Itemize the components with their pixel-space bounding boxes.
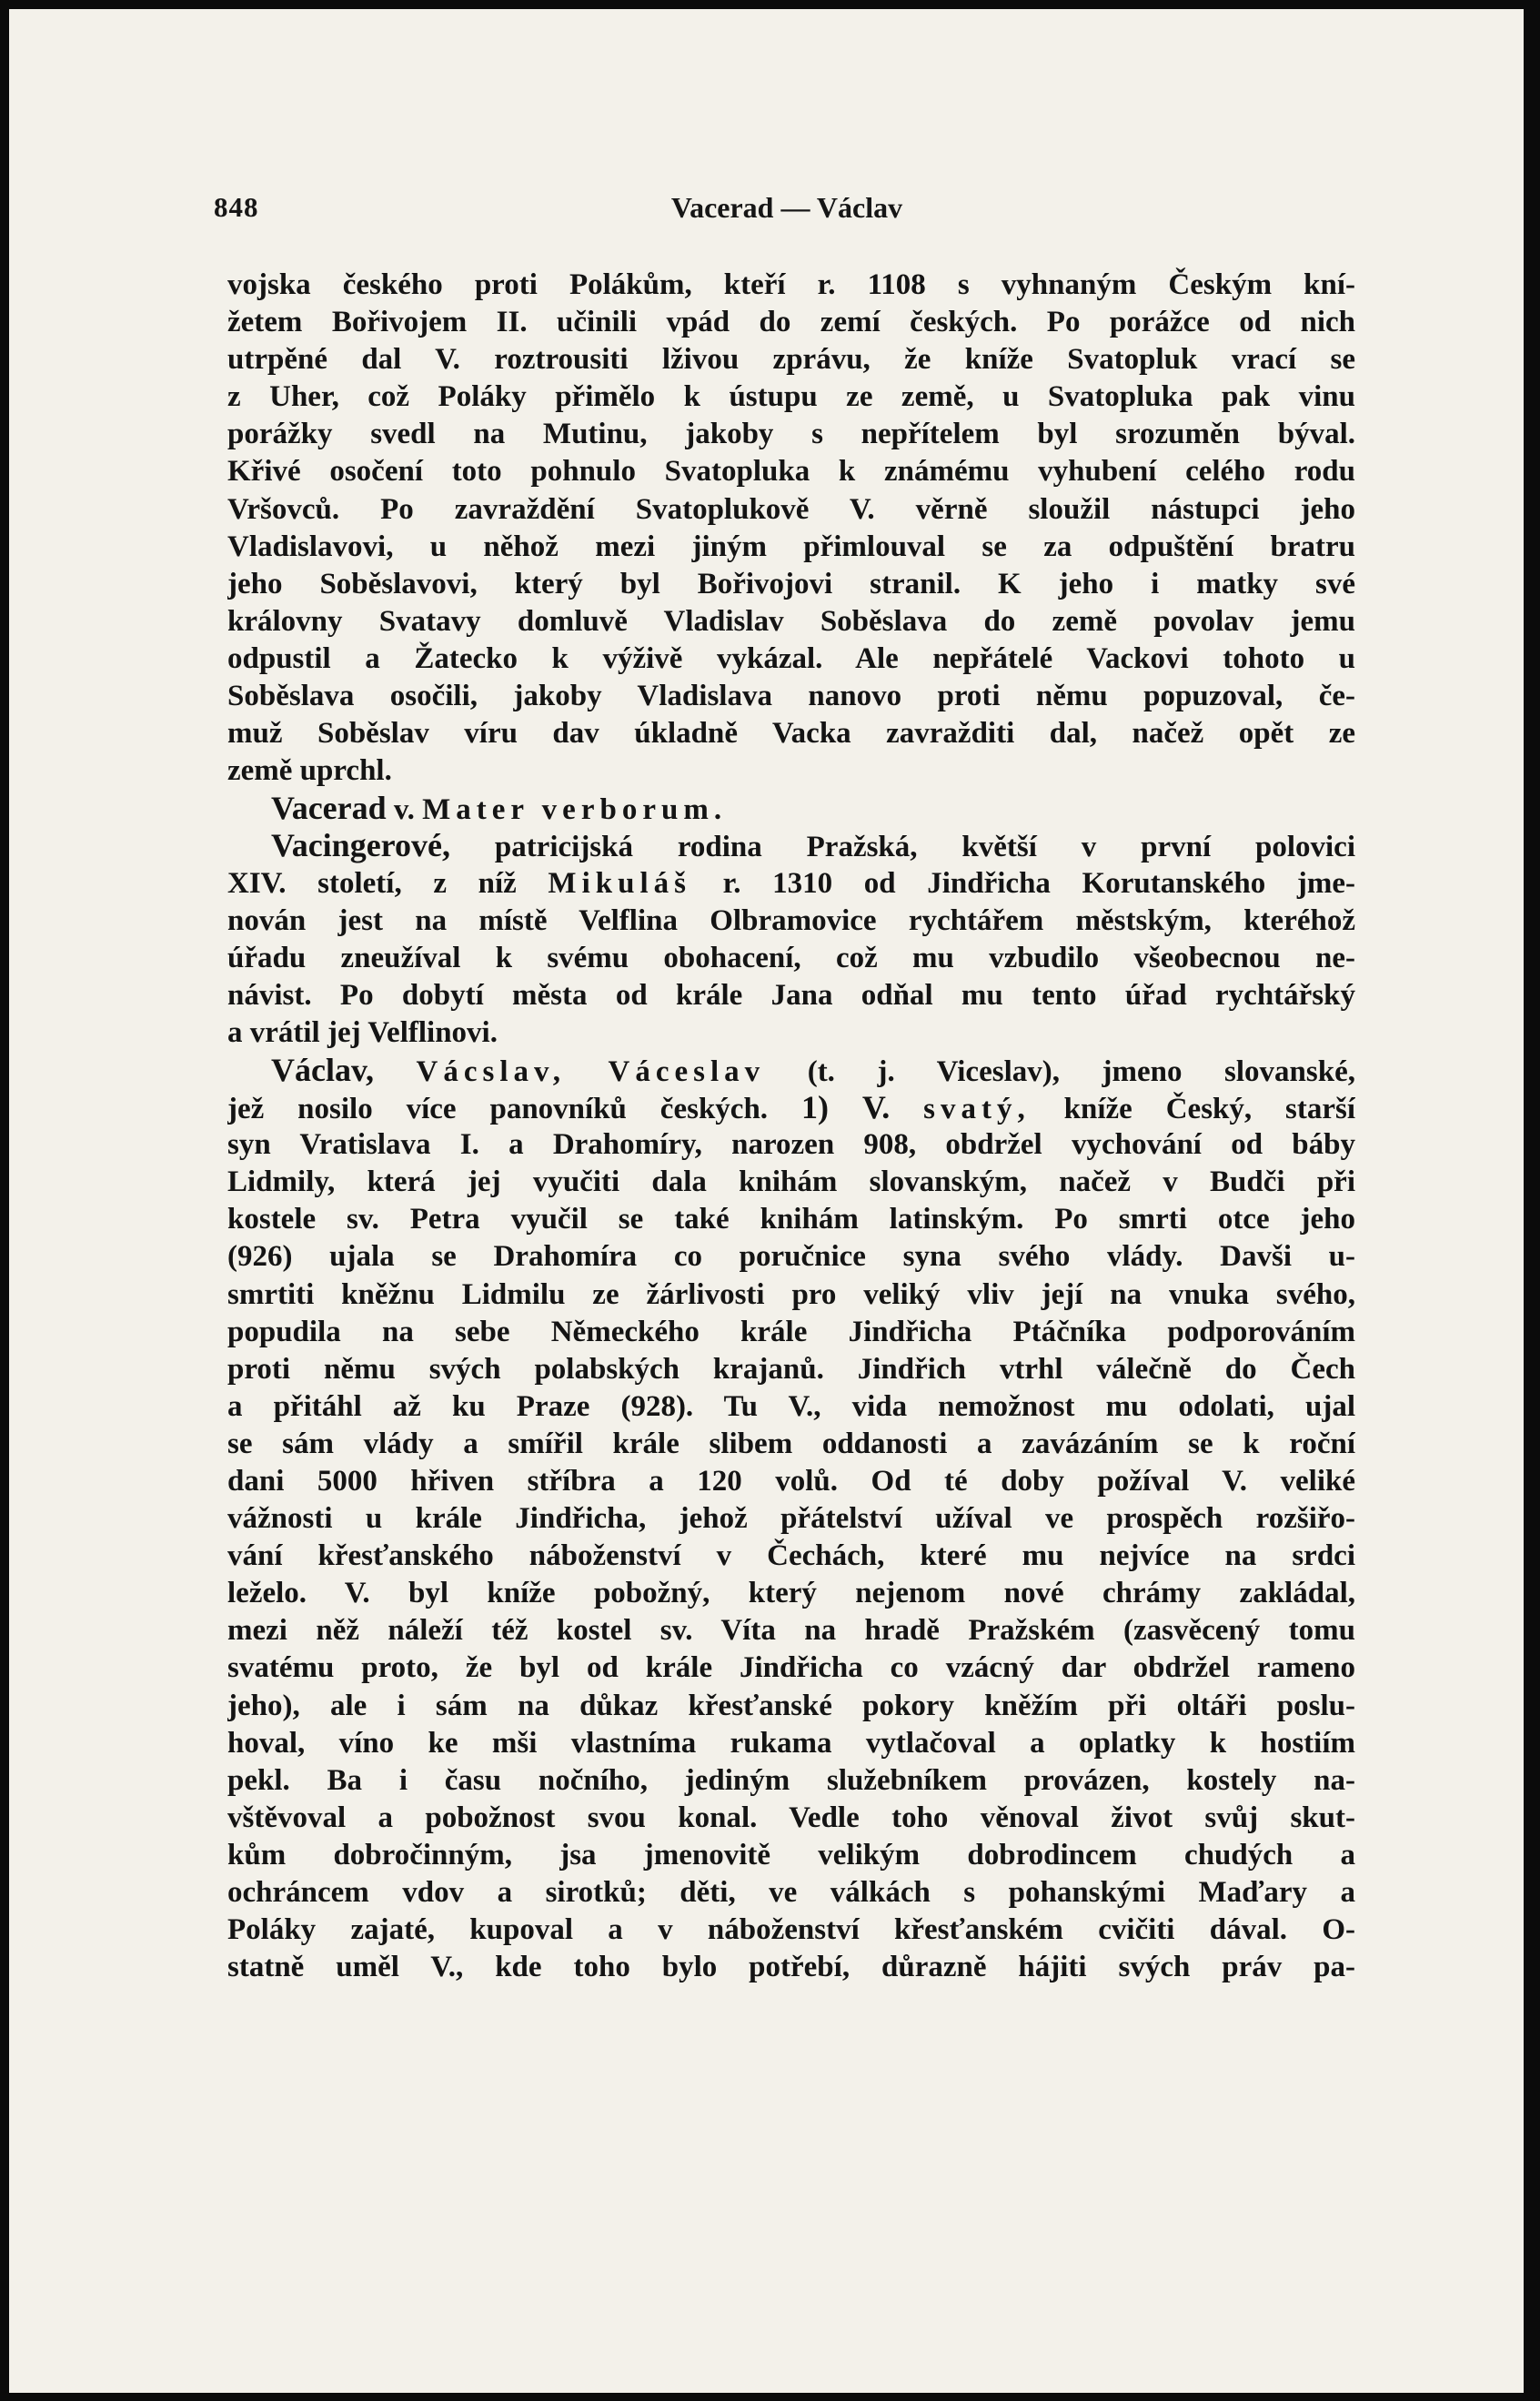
text-line: svatému proto, že byl od krále Jindřicha co vzácný dar obdržel rameno (227, 1651, 1355, 1685)
text-line: kostele sv. Petra vyučil se také knihám latinským. Po smrti otce jeho (227, 1203, 1355, 1236)
entry-term: Václav, (271, 1051, 374, 1088)
text-span: jež nosilo více panovníků českých. (227, 1093, 769, 1126)
text-line: Vladislavovi, u něhož mezi jiným přimlouval se za odpuštění bratru (227, 530, 1355, 563)
text-line: odpustil a Žatecko k výživě vykázal. Ale nepřátelé Vackovi tohoto u (227, 641, 1355, 675)
section-number: 1) (800, 1089, 829, 1126)
text-span: (t. j. Viceslav), jmeno slovanské, (807, 1054, 1355, 1088)
text-line: syn Vratislava I. a Drahomíry, narozen 908, obdržel vychování od báby (227, 1128, 1355, 1162)
text-line: mezi něž náleží též kostel sv. Víta na hradě Pražském (zasvěcený tomu (227, 1614, 1355, 1648)
text-line: vání křesťanského náboženství v Čechách, které mu nejvíce na srdci (227, 1539, 1355, 1573)
text-line: ochráncem vdov a sirotků; děti, ve válkách s pohanskými Maďary a (227, 1876, 1355, 1910)
text-line: nován jest na místě Velflina Olbramovice rychtářem městským, kteréhož (227, 903, 1355, 937)
paragraph-vacek-continuation (227, 267, 1355, 790)
text-line: popudila na sebe Německého krále Jindřicha Ptáčníka podporováním (227, 1315, 1355, 1348)
text-line: a vrátil jej Velflinovi. (227, 1015, 498, 1049)
text-line: návist. Po dobytí města od krále Jana odňal mu tento úřad rychtářský (227, 978, 1355, 1012)
cross-reference: Mater verborum. (422, 793, 728, 827)
text-line: a přitáhl až ku Praze (928). Tu V., vida nemožnost mu odolati, ujal (227, 1389, 1355, 1423)
text-line: úřadu zneužíval k svému obohacení, což mu vzbudilo všeobecnou ne- (227, 941, 1355, 974)
text-line: muž Soběslav víru dav úkladně Vacka zavražditi dal, načež opět ze (227, 717, 1355, 751)
abbrev-v: V. (861, 1089, 891, 1126)
text-line: statně uměl V., kde toho bylo potřebí, důrazně hájiti svých práv pa- (227, 1951, 1355, 1984)
text-span: kníže Český, starší (1063, 1093, 1355, 1126)
text-span: patricijská rodina Pražská, květší v první polovici (494, 831, 1355, 864)
text-line (227, 827, 1355, 864)
text-line: vojska českého proti Polákům, kteří r. 1108 s vyhnaným Českým kní- (227, 268, 1355, 301)
text-line: utrpěné dal V. roztrousiti lživou zprávu, že kníže Svatopluk vrací se (227, 343, 1355, 377)
see-abbrev: v. (393, 793, 415, 827)
entry-term: Vacerad (271, 790, 387, 827)
text-line: vštěvoval a pobožnost svou konal. Vedle toho věnoval život svůj skut- (227, 1801, 1355, 1834)
book-page (9, 9, 1524, 2393)
text-line: porážky svedl na Mutinu, jakoby s nepřítelem byl srozuměn býval. (227, 418, 1355, 451)
running-title: Vacerad — Václav (670, 191, 903, 224)
text-line: Soběslava osočili, jakoby Vladislava nanovo proti němu popuzoval, če- (227, 680, 1355, 713)
text-line: leželo. V. byl kníže pobožný, který nejenom nové chrámy zakládal, (227, 1577, 1355, 1610)
text-line: královny Svatavy domluvě Vladislav Soběslava do země povolav jemu (227, 604, 1355, 638)
text-line: kům dobročinným, jsa jmenovitě velikým dobrodincem chudých a (227, 1838, 1355, 1871)
page-number: 848 (214, 191, 259, 223)
text-line: Křivé osočení toto pohnulo Svatopluka k známému vyhubení celého rodu (227, 455, 1355, 489)
text-line: (926) ujala se Drahomíra co poručnice syna svého vlády. Davši u- (227, 1240, 1355, 1274)
entry-vacerad (227, 790, 1355, 827)
text-line: Vršovců. Po zavraždění Svatoplukově V. věrně sloužil nástupci jeho (227, 492, 1355, 526)
text-line: pekl. Ba i času nočního, jediným služebníkem provázen, kostely na- (227, 1763, 1355, 1797)
page-header (214, 191, 1360, 227)
entry-term: Vacingerové, (271, 827, 450, 864)
text-line: smrtiti kněžnu Lidmilu ze žárlivosti pro veliký vliv její na vnuka svého, (227, 1277, 1355, 1311)
name-variant: Vácslav, (416, 1054, 566, 1088)
text-line: jeho), ale i sám na důkaz křesťanské pokory kněžím při oltáři poslu- (227, 1689, 1355, 1722)
text-line: Poláky zajaté, kupoval a v náboženství křesťanském cvičiti dával. O- (227, 1913, 1355, 1947)
text-line: dani 5000 hřiven stříbra a 120 volů. Od té doby požíval V. veliké (227, 1465, 1355, 1498)
text-line: žetem Bořivojem II. učinili vpád do zemí českých. Po porážce od nich (227, 306, 1355, 339)
text-line (227, 1052, 1355, 1089)
text-line: vážnosti u krále Jindřicha, jehož přátelství užíval ve prospěch rozšiřo- (227, 1502, 1355, 1536)
epithet: svatý, (923, 1093, 1031, 1126)
text-line: země uprchl. (227, 754, 392, 788)
text-line: Lidmily, která jej vyučiti dala knihám slovanským, načež v Budči při (227, 1165, 1355, 1199)
text-line: z Uher, což Poláky přimělo k ústupu ze země, u Svatopluka pak vinu (227, 380, 1355, 414)
name-variant: Váceslav (608, 1054, 766, 1088)
text-span: r. 1310 od Jindřicha Korutanského jme- (722, 866, 1355, 900)
text-line: jeho Soběslavovi, který byl Bořivojovi stranil. K jeho i matky své (227, 567, 1355, 600)
text-span: XIV. století, z níž (227, 866, 517, 900)
text-line (227, 1089, 1355, 1126)
text-line: hoval, víno ke mši vlastníma rukama vytlačoval a oplatky k hostiím (227, 1726, 1355, 1760)
body-text (227, 267, 1355, 1986)
person-name: Mikuláš (548, 866, 691, 900)
entry-vaclav (227, 1052, 1355, 1986)
text-line (227, 865, 1355, 903)
entry-vacingerove (227, 827, 1355, 1052)
text-line: se sám vlády a smířil krále slibem oddanosti a zavázáním se k roční (227, 1427, 1355, 1460)
text-line: proti němu svých polabských krajanů. Jindřich vtrhl válečně do Čech (227, 1352, 1355, 1386)
